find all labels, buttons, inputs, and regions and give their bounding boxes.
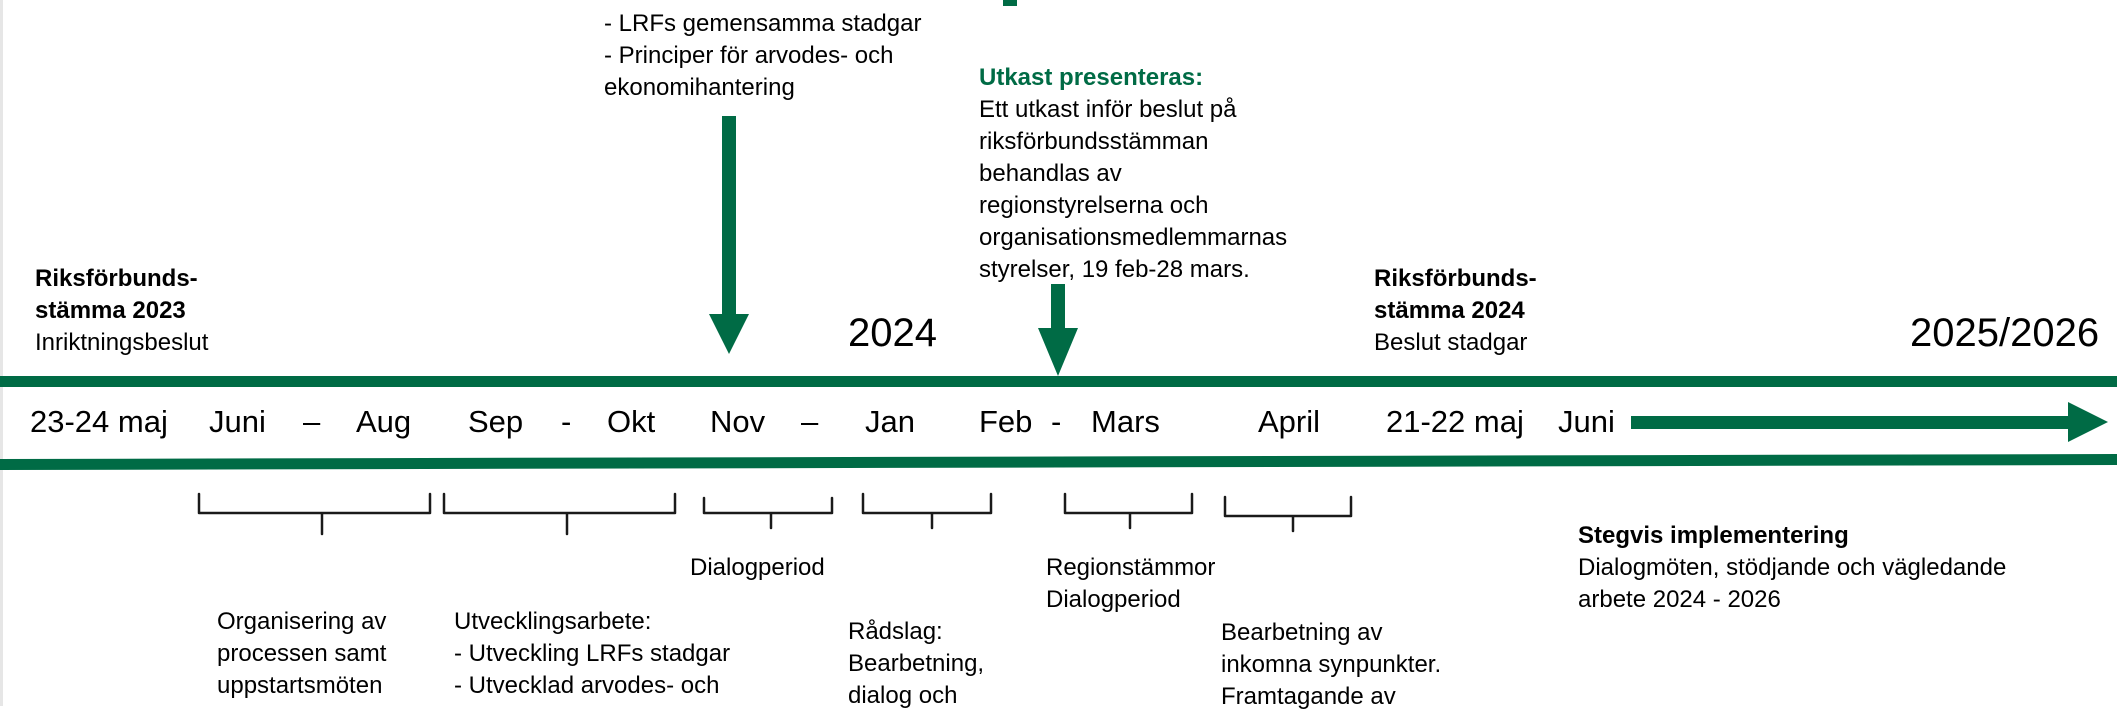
- timeline-top-line: [0, 376, 2117, 387]
- meeting-2023-subtitle: Inriktningsbeslut: [35, 329, 209, 356]
- implementation-note: [1578, 520, 2006, 616]
- timeline-label: –: [303, 404, 321, 439]
- bracket-radslag: [863, 494, 991, 528]
- phase-line: processen samt: [217, 640, 387, 667]
- meeting-2023-title: Riksförbunds-: [35, 265, 198, 292]
- implementation-line: arbete 2024 - 2026: [1578, 586, 1781, 613]
- phase-line: dialog och: [848, 682, 958, 709]
- timeline-bottom-line: [0, 454, 2117, 470]
- timeline-label: –: [801, 404, 819, 439]
- draft-note-line: behandlas av: [979, 160, 1122, 187]
- phase-line: Framtagande av: [1221, 683, 1396, 710]
- timeline-label: -: [1051, 404, 1062, 439]
- timeline-label: Juni: [1558, 404, 1615, 439]
- top-note: [604, 8, 921, 104]
- bracket-dialog: [704, 498, 832, 528]
- bracket-region: [1065, 494, 1192, 528]
- top-note-line: - Principer för arvodes- och: [604, 42, 894, 69]
- phase-line: Bearbetning av: [1221, 619, 1383, 646]
- timeline-label: Juni: [209, 404, 266, 439]
- meeting-2024: [1374, 263, 1537, 359]
- timeline-label: 23-24 maj: [30, 404, 168, 439]
- bracket-utveckling: [444, 494, 675, 534]
- timeline-label: Okt: [607, 404, 656, 439]
- meeting-2024-subtitle: Beslut stadgar: [1374, 329, 1528, 356]
- cut-heading-fragment: [1003, 0, 1017, 6]
- timeline-label: -: [561, 404, 572, 439]
- right-arrow-implementation: [1631, 402, 2108, 442]
- draft-note-line: styrelser, 19 feb-28 mars.: [979, 256, 1250, 283]
- timeline-label: April: [1258, 404, 1321, 439]
- phase-line: Rådslag:: [848, 618, 943, 645]
- phase-line: - Utvecklad arvodes- och: [454, 672, 720, 699]
- meeting-2023: [35, 263, 208, 359]
- phase-line: Utvecklingsarbete:: [454, 608, 652, 635]
- timeline-label: Sep: [468, 404, 524, 439]
- phase-line: Bearbetning,: [848, 650, 985, 677]
- phase-line: Regionstämmor: [1046, 554, 1216, 581]
- top-note-line: ekonomihantering: [604, 74, 795, 101]
- year-2025-2026: 2025/2026: [1910, 311, 2100, 355]
- draft-note: [979, 62, 1287, 286]
- phase-organisering: [217, 606, 386, 702]
- phase-line: inkomna synpunkter.: [1221, 651, 1442, 678]
- timeline-label: Jan: [865, 404, 915, 439]
- bracket-bearbetning: [1225, 497, 1351, 531]
- draft-note-line: organisationsmedlemmarnas: [979, 224, 1288, 251]
- timeline-label: Nov: [710, 404, 766, 439]
- meeting-2024-title: Riksförbunds-: [1374, 265, 1537, 292]
- down-arrow-november: [709, 116, 749, 354]
- timeline-label: Mars: [1091, 404, 1160, 439]
- phase-line: Dialogperiod: [1046, 586, 1181, 613]
- draft-note-line: regionstyrelserna och: [979, 192, 1209, 219]
- timeline-label: 21-22 maj: [1386, 404, 1524, 439]
- top-note-line: - LRFs gemensamma stadgar: [604, 10, 922, 37]
- meeting-2024-title: stämma 2024: [1374, 297, 1525, 324]
- down-arrow-february: [1038, 284, 1078, 376]
- draft-note-line: Ett utkast inför beslut på: [979, 96, 1237, 123]
- phase-dialog: Dialogperiod: [690, 554, 825, 581]
- phase-line: uppstartsmöten: [217, 672, 383, 699]
- phase-region: [1046, 552, 1215, 616]
- implementation-title: Stegvis implementering: [1578, 522, 1849, 549]
- phase-utveckling: [454, 606, 730, 702]
- draft-note-line: riksförbundsstämman: [979, 128, 1209, 155]
- phase-bearbetning: [1221, 617, 1441, 713]
- phase-line: Organisering av: [217, 608, 387, 635]
- draft-note-title: Utkast presenteras:: [979, 64, 1204, 91]
- phase-line: - Utveckling LRFs stadgar: [454, 640, 731, 667]
- meeting-2023-title: stämma 2023: [35, 297, 186, 324]
- timeline-label: Aug: [356, 404, 412, 439]
- implementation-line: Dialogmöten, stödjande och vägledande: [1578, 554, 2007, 581]
- phase-radslag: [848, 616, 984, 712]
- timeline-label: Feb: [979, 404, 1033, 439]
- bracket-organisering: [199, 494, 430, 534]
- year-2024: 2024: [848, 311, 937, 355]
